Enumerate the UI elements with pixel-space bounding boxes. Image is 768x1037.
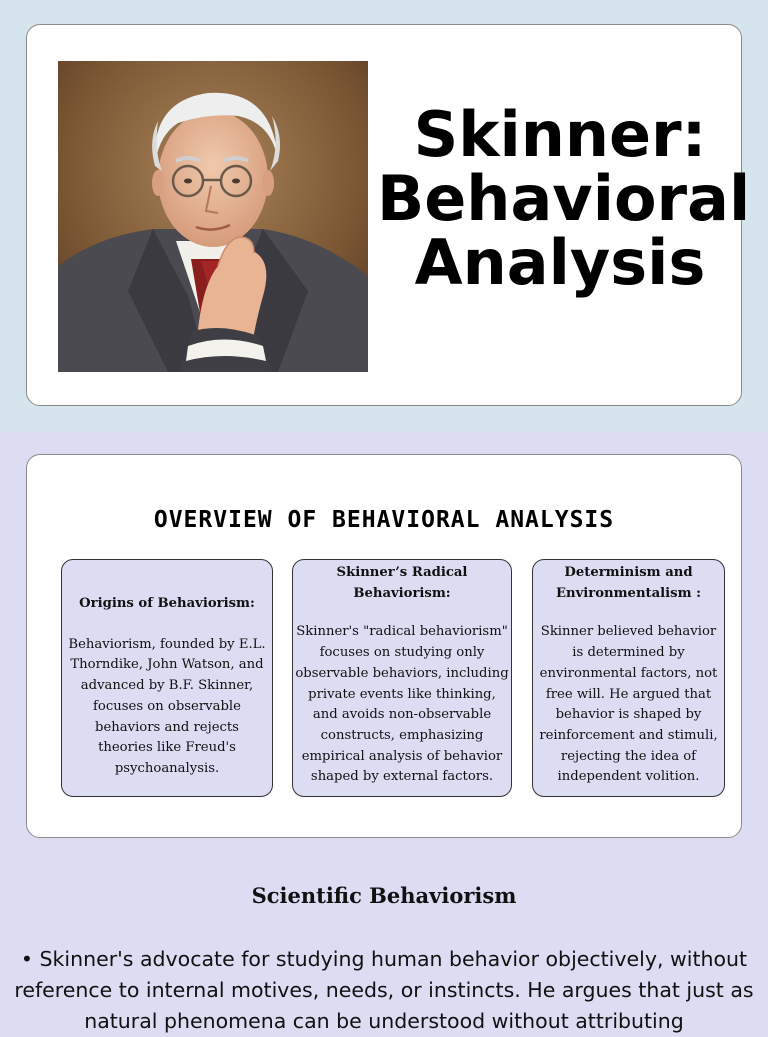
- box-body: Skinner believed behavior is determined by environmental factors, not free will. He argued that behavior is shaped by reinforcement and stimuli, rejecting the idea of independent volition.: [539, 624, 718, 785]
- box-body: Skinner's "radical behaviorism" focuses on studying only observable behaviors, including private events like thinking, and avoids non-observable constructs, emphasizing empirical analysis of behavior shaped by external factors.: [295, 624, 509, 785]
- box-title: Skinner’s Radical Behaviorism:: [336, 565, 468, 601]
- overview-heading: OVERVIEW OF BEHAVIORAL ANALYSIS: [153, 507, 615, 533]
- box-title: Origins of Behaviorism:: [79, 596, 255, 611]
- hero-title-line: Skinner:: [413, 98, 707, 171]
- title-card: [26, 24, 751, 406]
- box-body: Behaviorism, founded by E.L. Thorndike, John Watson, and advanced by B.F. Skinner, focuses on observable behaviors and rejects theories like Freud's psychoanalysis.: [68, 636, 266, 776]
- hero-title: [377, 98, 751, 299]
- radical-behaviorism-box: [292, 559, 512, 797]
- hero-title-line: Analysis: [414, 226, 706, 299]
- section-heading: Scientific Behaviorism: [251, 883, 517, 908]
- origins-box: [61, 559, 273, 797]
- section-body: • Skinner's advocate for studying human behavior objectively, without reference to internal motives, needs, or instincts. He argues that just as natural phenomena can be understood without attributing: [14, 947, 754, 1033]
- overview-card: [26, 454, 742, 838]
- determinism-box: [532, 559, 725, 797]
- box-title: Determinism and Environmentalism :: [555, 565, 702, 601]
- hero-title-line: Behavioral: [377, 162, 751, 235]
- skinner-portrait: [58, 61, 368, 372]
